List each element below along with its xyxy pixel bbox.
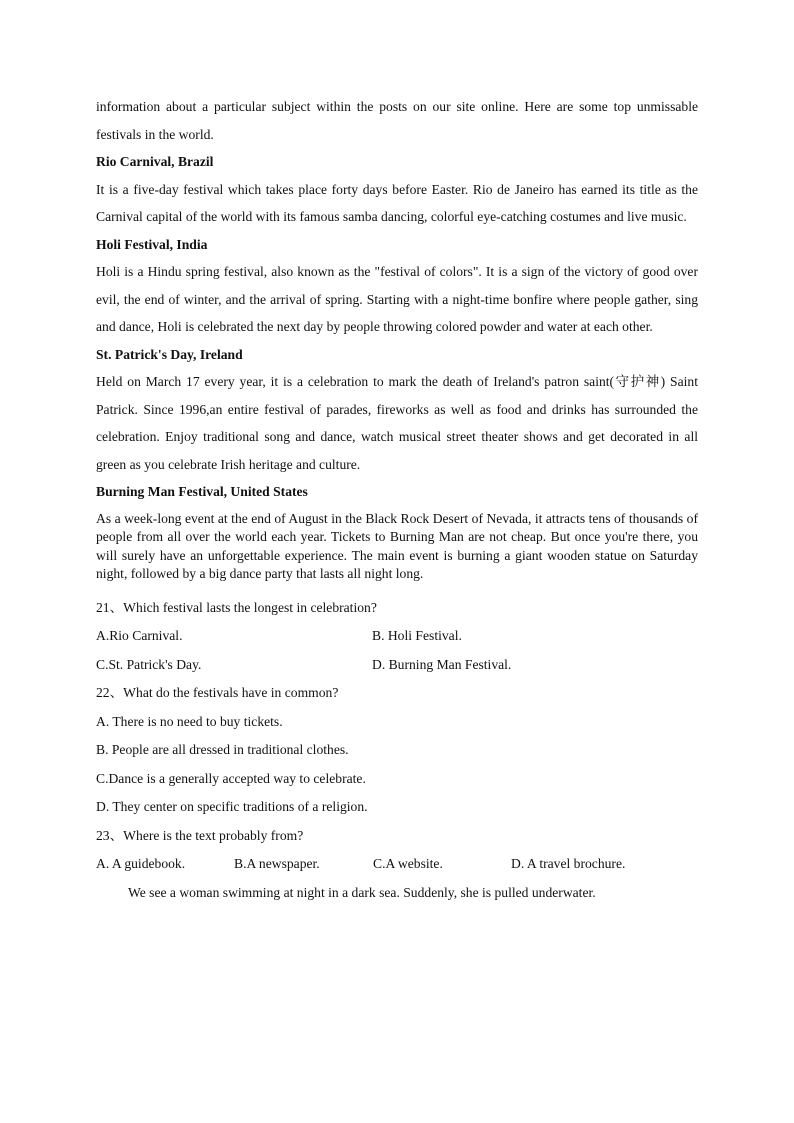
question-21-option-a: A.Rio Carnival. [96,628,183,643]
question-21-options-row-2 [96,651,698,680]
question-22-stem: 22、What do the festivals have in common? [96,685,339,700]
section-heading-burning-man: Burning Man Festival, United States [96,484,308,499]
question-21-options-row-1 [96,622,698,651]
section-body-burning-man: As a week-long event at the end of August in the Black Rock Desert of Nevada, it attracts tens of thousands of people from all over the world each year. Tickets to Burning Man are not cheap. But once you're there, you will surely have an unforgettable experience. The main event is burning a giant wooden statue on Saturday night, followed by a big dance party that lasts all night long. [96,510,698,581]
section-heading-holi: Holi Festival, India [96,236,208,252]
document-page [96,93,698,907]
question-23-option-b: B.A newspaper. [234,856,320,871]
question-22-option-c: C.Dance is a generally accepted way to celebrate. [96,770,366,786]
section-body-st-patrick: Held on March 17 every year, it is a celebration to mark the death of Ireland's patron saint(守护神) Saint Patrick. Since 1996,an entire festival of parades, fireworks as well as food and drinks has surrounded the celebration. Enjoy traditional song and dance, watch musical street theater shows and get decorated in all green as you celebrate Irish heritage and culture. [96,374,698,472]
section-heading-rio: Rio Carnival, Brazil [96,154,214,169]
section-body-holi: Holi is a Hindu spring festival, also known as the "festival of colors". It is a sign of the victory of good over evil, the end of winter, and the arrival of spring. Starting with a night-time bonfire where people gather, sing and dance, Holi is celebrated the next day by people throwing colored powder and water at each other. [96,264,698,334]
question-21-stem: 21、Which festival lasts the longest in celebration? [96,599,377,615]
intro-paragraph: information about a particular subject within the posts on our site online. Here are some top unmissable festivals in the world. [96,99,698,142]
question-23-option-a: A. A guidebook. [96,856,186,871]
question-21-option-d: D. Burning Man Festival. [372,656,512,672]
question-23-option-c: C.A website. [373,856,443,871]
question-23-option-d: D. A travel brochure. [511,856,626,871]
question-22-option-d: D. They center on specific traditions of a religion. [96,799,368,814]
next-passage-start: We see a woman swimming at night in a dark sea. Suddenly, she is pulled underwater. [128,884,596,900]
question-22-option-b: B. People are all dressed in traditional clothes. [96,742,349,757]
section-body-rio: It is a five-day festival which takes place forty days before Easter. Rio de Janeiro has earned its title as the Carnival capital of the world with its famous samba dancing, colorful eye-catching costumes and live music. [96,181,698,224]
section-heading-st-patrick: St. Patrick's Day, Ireland [96,346,243,362]
question-22-option-a: A. There is no need to buy tickets. [96,713,283,729]
question-23-stem: 23、Where is the text probably from? [96,827,304,843]
question-21-option-b: B. Holi Festival. [372,628,462,643]
question-23-options [96,850,698,879]
question-21-option-c: C.St. Patrick's Day. [96,656,202,672]
